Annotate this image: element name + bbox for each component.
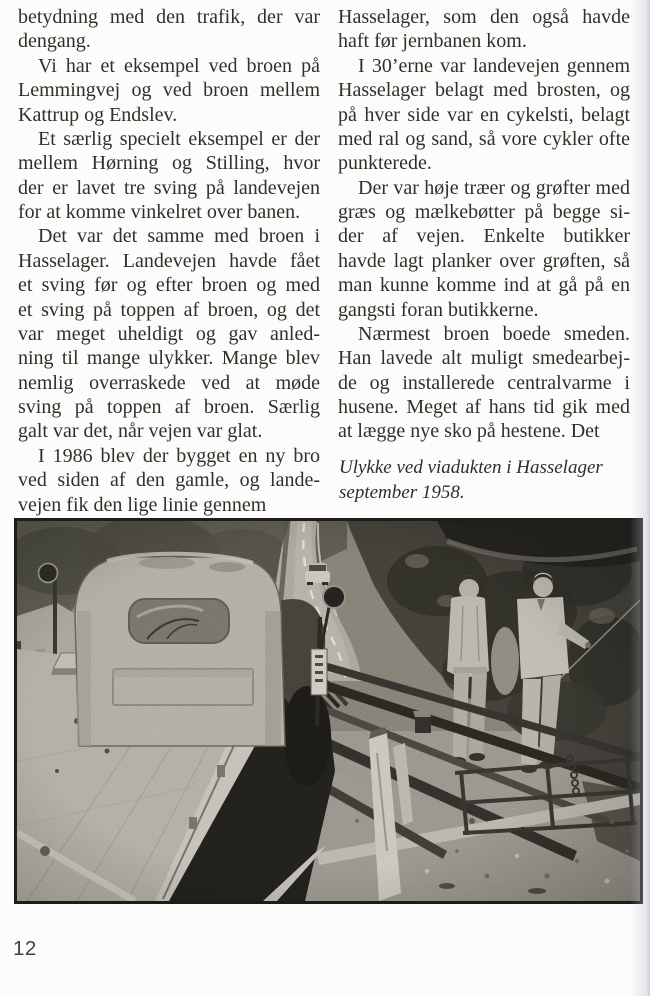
text-line: de og installerede centralvarme i <box>338 371 630 394</box>
text-line: et sving før og efter broen og med <box>18 274 320 297</box>
text-line: I 30’erne var landevejen gennem <box>358 54 630 77</box>
text-line: vejen fik den lige linie gennem <box>18 493 267 516</box>
text-line: galt var det, når vejen var glat. <box>18 420 263 443</box>
text-line: Kattrup og Endslev. <box>18 103 178 126</box>
text-line: på hver side var en cykelsti, belagt <box>338 103 630 126</box>
text-line: Hasselager, som den også havde <box>338 6 630 28</box>
text-line: Nærmest broen boede smeden. <box>358 322 630 345</box>
text-line: for at komme vinkelret over banen. <box>18 201 301 223</box>
text-line: man kunne komme ind at gå på en <box>338 274 630 297</box>
text-line: med ral og sand, så vore cykler ofte <box>338 127 630 150</box>
text-column-right <box>338 5 630 444</box>
text-line: Hasselager. Landevejen havde fået <box>18 249 320 272</box>
text-line: Et særlig specielt eksempel er der <box>38 127 320 150</box>
text-line: et sving på toppen af broen, og det <box>18 298 320 321</box>
text-line: Det var det samme med broen i <box>38 225 320 248</box>
accident-photo-illustration <box>17 521 640 901</box>
page-number: 12 <box>13 937 37 960</box>
text-line: ning til mange ulykker. Mange blev <box>18 347 320 370</box>
text-line: Hasselager belagt med brosten, og <box>338 79 630 102</box>
text-line: haft før jernbanen kom. <box>338 30 527 53</box>
photo-caption <box>339 456 631 505</box>
accident-photo <box>14 518 643 904</box>
text-line: mellem Hørning og Stilling, hvor <box>18 152 320 175</box>
text-line: der af vejen. Enkelte butikker <box>338 225 630 248</box>
text-line: I 1986 blev der bygget en ny bro <box>38 444 320 467</box>
text-line: dengang. <box>18 30 91 53</box>
text-line: nemlig overraskede ved at møde <box>18 371 320 394</box>
text-line: sving på toppen af broen. Særlig <box>18 396 320 418</box>
text-line: betydning med den trafik, der var <box>18 6 320 28</box>
text-line: ved siden af den gamle, og lande- <box>18 469 320 492</box>
caption-line-2: september 1958. <box>339 481 465 503</box>
text-line: gangsti foran butikkerne. <box>338 298 539 321</box>
film-grain <box>17 521 640 901</box>
text-line: at lægge nye sko på hestene. Det <box>338 420 600 443</box>
caption-line-1: Ulykke ved viadukten i Hasselager <box>339 457 603 478</box>
text-line: var meget uheldigt og gav anled- <box>18 322 320 345</box>
text-column-left <box>18 5 320 517</box>
text-line: Lemmingvej og ved broen mellem <box>18 79 320 102</box>
text-line: Vi har et eksempel ved broen på <box>38 54 320 77</box>
text-line: punkterede. <box>338 152 432 175</box>
text-line: der er lavet tre sving på landevejen <box>18 176 320 199</box>
text-line: Der var høje træer og grøfter med <box>358 176 630 199</box>
text-line: Han lavede alt muligt smedearbej- <box>338 347 630 370</box>
text-line: havde lagt planker over grøften, så <box>338 249 630 272</box>
text-line: husene. Meget af hans tid gik med <box>338 396 630 418</box>
text-line: græs og mælkebøtter på begge si- <box>338 201 630 223</box>
